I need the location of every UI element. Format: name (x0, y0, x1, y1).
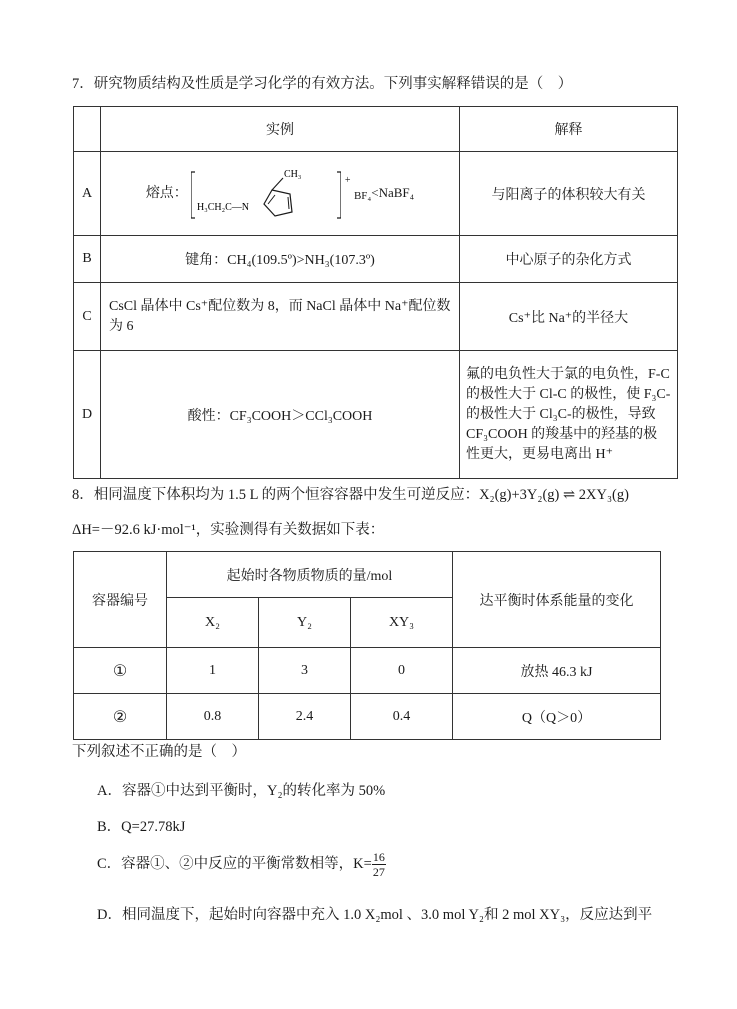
table-row (74, 648, 661, 694)
cell-y2: 2.4 (259, 694, 351, 740)
question-7-table (73, 106, 678, 479)
cell-x2: 0.8 (167, 694, 259, 740)
table-corner (74, 107, 101, 152)
row-letter: A (74, 152, 101, 236)
question-8-stem-line2: ΔH=－92.6 kJ·mol⁻¹，实验测得有关数据如下表： (72, 522, 385, 538)
cell-xy3: 0 (351, 648, 453, 694)
option-a: A．容器①中达到平衡时，Y₂的转化率为 50% (97, 783, 386, 799)
compare-text: <NaBF₄ (371, 184, 415, 200)
header-explain: 解释 (460, 107, 678, 152)
container-id: ② (74, 694, 167, 740)
option-d: D．相同温度下，起始时向容器中充入 1.0 X₂mol 、3.0 mol Y₂和 2 mol XY₃，反应达到平 (97, 907, 653, 923)
question-8-prompt: 下列叙述不正确的是（ ） (72, 744, 246, 760)
row-a-explain: 与阳离子的体积较大有关 (460, 152, 678, 236)
anion-label: BF₄ (353, 189, 372, 202)
option-c-text: C．容器①、②中反应的平衡常数相等，K= (97, 855, 372, 872)
cell-y2: 3 (259, 648, 351, 694)
table-row (74, 236, 678, 283)
row-letter: D (74, 351, 101, 479)
row-a-example (101, 152, 460, 236)
row-letter: C (74, 283, 101, 351)
cell-xy3: 0.4 (351, 694, 453, 740)
cell-energy: 放热 46.3 kJ (453, 648, 661, 694)
row-b-example: 键角：CH₄(109.5º)>NH₃(107.3º) (101, 236, 460, 283)
question-8-table (73, 551, 661, 740)
fraction-k (372, 850, 386, 879)
question-7-stem: 7．研究物质结构及性质是学习化学的有效方法。下列事实解释错误的是（ ） (72, 76, 573, 92)
header-energy: 达平衡时体系能量的变化 (453, 552, 661, 648)
row-letter: B (74, 236, 101, 283)
option-b: B．Q=27.78kJ (97, 819, 186, 835)
table-row (74, 694, 661, 740)
subheader-x2: X₂ (167, 598, 259, 648)
fraction-denominator: 27 (372, 865, 385, 879)
cell-energy: Q（Q＞0） (453, 694, 661, 740)
cell-x2: 1 (167, 648, 259, 694)
container-id: ① (74, 648, 167, 694)
fraction-numerator: 16 (372, 850, 385, 864)
subheader-xy3: XY₃ (351, 598, 453, 648)
header-container: 容器编号 (74, 552, 167, 648)
example-prefix: 熔点： (145, 185, 188, 201)
row-c-explain: Cs⁺比 Na⁺的半径大 (460, 283, 678, 351)
header-initial: 起始时各物质物质的量/mol (167, 552, 453, 598)
row-b-explain: 中心原子的杂化方式 (460, 236, 678, 283)
cation-charge: + (344, 174, 351, 186)
option-c (97, 850, 386, 879)
row-d-example: 酸性：CF₃COOH＞CCl₃COOH (101, 351, 460, 479)
ethyl-label: H₃CH₂C—N (197, 201, 250, 213)
header-example: 实例 (101, 107, 460, 152)
table-row (74, 283, 678, 351)
subheader-y2: Y₂ (259, 598, 351, 648)
methyl-label: CH₃ (284, 168, 302, 180)
question-8-stem-line1: 8．相同温度下体积均为 1.5 L 的两个恒容容器中发生可逆反应：X₂(g)+3Y₂(g) ⇌ 2XY₃(g) (72, 487, 629, 503)
row-c-example: CsCl 晶体中 Cs⁺配位数为 8，而 NaCl 晶体中 Na⁺配位数为 6 (101, 283, 460, 351)
imidazolium-structure (191, 164, 341, 224)
table-row (74, 351, 678, 479)
table-row (74, 152, 678, 236)
row-d-explain: 氟的电负性大于氯的电负性，F-C 的极性大于 Cl-C 的极性，使 F₃C-的极性大于 Cl₃C-的极性，导致 CF₃COOH 的羧基中的羟基的极性更大，更易电离出 H⁺ (460, 351, 678, 479)
